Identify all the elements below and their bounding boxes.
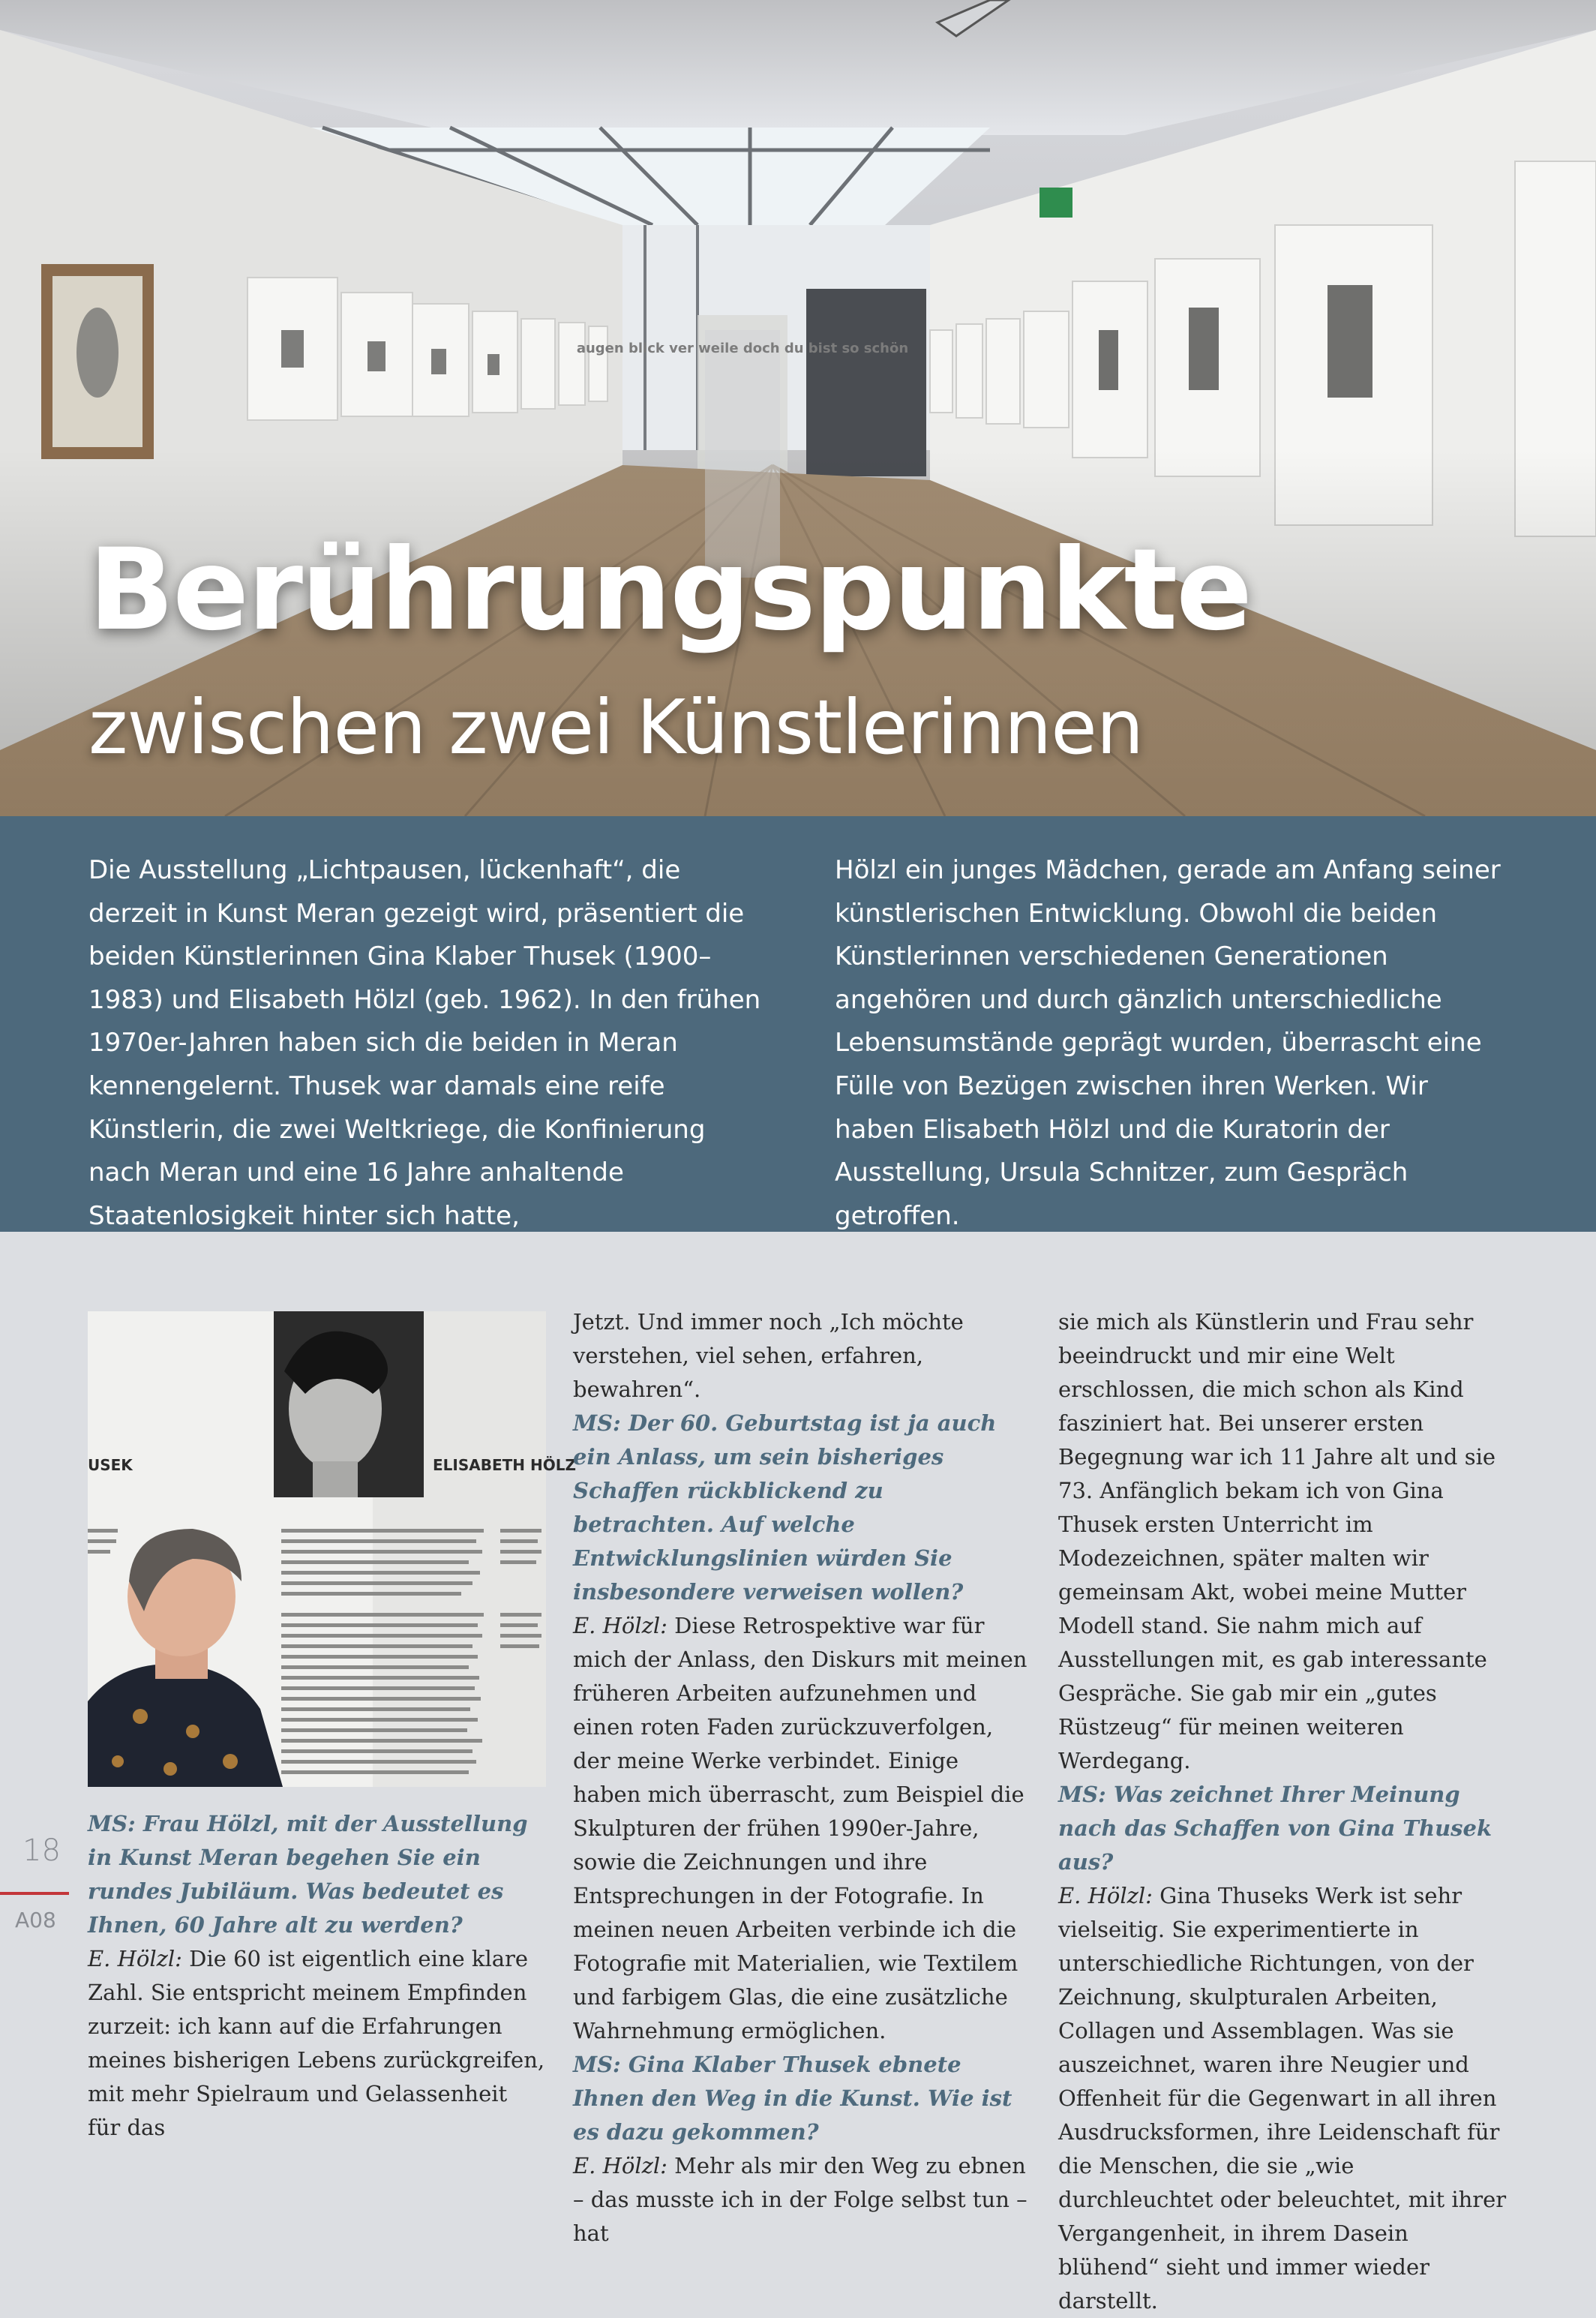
speaker-label: E. Hölzl: — [1058, 1883, 1153, 1908]
intro-band — [0, 816, 1596, 1232]
answer-3-continued: sie mich als Künstlerin und Frau sehr beeindruckt und mir eine Welt erschlossen, die mich schon als Kind fasziniert hat. Bei unserer ersten Begegnung war ich 11 Jahre alt und sie 73. Anfänglich bekam ich von Gina Thusek ersten Unterricht im Modezeichnen, später malten wir gemeinsam Akt, wobei meine Mutter Modell stand. Sie nahm mich auf Ausstellungen mit, es gab interessante Gespräche. Sie gab mir ein „gutes Rüstzeug“ für meinen weiteren Werdegang. — [1058, 1309, 1496, 1773]
accent-rule — [0, 1892, 69, 1895]
page-subtitle: zwischen zwei Künstlerinnen — [88, 683, 1144, 771]
answer-1: Die 60 ist eigentlich eine klare Zahl. Sie entspricht meinem Empfinden zurzeit: ich kann auf die Erfahrungen meines bisherigen Lebens zurückgreifen, mit mehr Spielraum und Gelassenheit für das — [88, 1946, 545, 2140]
wall-label-left: USEK — [88, 1456, 133, 1474]
question-4: MS: Was zeichnet Ihrer Meinung nach das Schaffen von Gina Thusek aus? — [1058, 1782, 1492, 1875]
wall-label-right: ELISABETH HÖLZ — [433, 1456, 576, 1474]
answer-1-continued: Jetzt. Und immer noch „Ich möchte verstehen, viel sehen, erfahren, bewahren“. — [573, 1309, 964, 1402]
answer-3: Mehr als mir den Weg zu ebnen – das musste ich in der Folge selbst tun – hat — [573, 2153, 1028, 2246]
text-column-2 — [573, 1305, 1030, 2250]
intro-text-left: Die Ausstellung „Lichtpausen, lückenhaft“, die derzeit in Kunst Meran gezeigt wird, präsentiert die beiden Künstlerinnen Gina Klaber Thusek (1900–1983) und Elisabeth Hölzl (geb. 1962). In den frühen 1970er-Jahren haben sich die beiden in Meran kennengelernt. Thusek war damals eine reife Künstlerin, die zwei Weltkriege, die Konfinierung nach Meran und eine 16 Jahre anhaltende Staatenlosigkeit hinter sich hatte, — [88, 855, 761, 1231]
page-title: Berührungspunkte — [88, 525, 1251, 656]
question-1: MS: Frau Hölzl, mit der Ausstellung in Kunst Meran begehen Sie ein rundes Jubiläum. Was bedeutet es Ihnen, 60 Jahre alt zu werden? — [88, 1811, 528, 1938]
question-2: MS: Der 60. Geburtstag ist ja auch ein Anlass, um sein bisheriges Schaffen rückblickend zu betrachten. Auf welche Entwicklungslinien würden Sie insbesondere verweisen wollen? — [573, 1410, 997, 1605]
hero-image — [0, 0, 1596, 816]
issue-code: A08 — [15, 1908, 56, 1932]
question-3: MS: Gina Klaber Thusek ebnete Ihnen den Weg in die Kunst. Wie ist es dazu gekommen? — [573, 2052, 1012, 2145]
speaker-label: E. Hölzl: — [88, 1946, 182, 1971]
artist-photo — [88, 1311, 576, 1787]
answer-2: Diese Retrospektive war für mich der Anlass, den Diskurs mit meinen früheren Arbeiten aufzunehmen und einen roten Faden zurückzuverfolgen, der meine Werke verbindet. Einige haben mich überrascht, zum Beispiel die Skulpturen der frühen 1990er-Jahre, sowie die Zeichnungen und ihre Entsprechungen in der Fotografie. In meinen neuen Arbeiten verbinde ich die Fotografie mit Materialien, wie Textilem und farbigem Glas, die eine zusätzliche Wahrnehmung ermöglichen. — [573, 1613, 1028, 2043]
speaker-label: E. Hölzl: — [573, 2153, 668, 2178]
text-column-3 — [1058, 1305, 1516, 2318]
text-column-1 — [88, 1807, 545, 2145]
artist-photo-image — [88, 1311, 576, 1787]
speaker-label: E. Hölzl: — [573, 1613, 668, 1638]
intro-text-right: Hölzl ein junges Mädchen, gerade am Anfang seiner künstlerischen Entwicklung. Obwohl die beiden Künstlerinnen verschiedenen Generationen angehören und durch gänzlich unterschiedliche Lebensumstände geprägt wurden, überrascht eine Fülle von Bezügen zwischen ihren Werken. Wir haben Elisabeth Hölzl und die Kuratorin der Ausstellung, Ursula Schnitzer, zum Gespräch getroffen. — [835, 855, 1501, 1231]
answer-4: Gina Thuseks Werk ist sehr vielseitig. Sie experimentierte in unterschiedliche Richtungen, von der Zeichnung, skulpturalen Arbeiten, Collagen und Assemblagen. Was sie auszeichnet, waren ihre Neugier und Offenheit für die Gegenwart in all ihren Ausdrucksformen, ihre Leidenschaft für die Menschen, die sie „wie durchleuchtet oder beleuchtet, mit ihrer Vergangenheit, in ihrem Dasein blühend“ sieht und immer wieder darstellt. — [1058, 1883, 1507, 2313]
page-number: 18 — [22, 1833, 61, 1868]
